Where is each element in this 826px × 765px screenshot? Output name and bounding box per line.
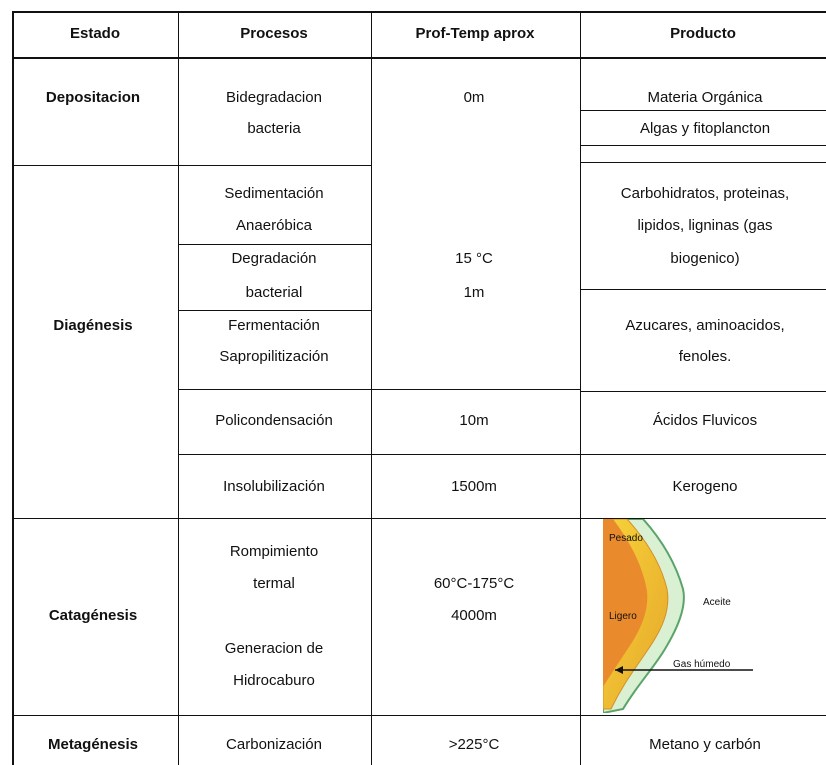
proceso-line: Anaeróbica <box>236 217 312 234</box>
producto-line: Carbohidratos, proteinas, <box>620 185 790 202</box>
col-sep-2 <box>371 11 372 765</box>
prof-value: 15 °C <box>455 250 493 267</box>
proceso-line: Insolubilización <box>223 478 325 495</box>
estado-sep-3 <box>12 715 178 716</box>
prof-value: >225°C <box>448 736 500 753</box>
proceso-line: Bidegradacion <box>226 89 322 106</box>
proc-sep-3 <box>178 310 371 311</box>
prof-value: 1m <box>463 284 485 301</box>
label-pesado: Pesado <box>609 533 643 544</box>
producto-line: Ácidos Fluvicos <box>652 412 758 429</box>
proceso-line: bacterial <box>245 284 303 301</box>
prof-sep-1 <box>371 389 580 390</box>
prod-sep-1 <box>580 110 826 111</box>
prof-value: 60°C-175°C <box>433 575 515 592</box>
estado-sep-2 <box>12 518 178 519</box>
proceso-line: Sedimentación <box>224 185 324 202</box>
prod-sep-3 <box>580 162 826 163</box>
producto-line: Azucares, aminoacidos, <box>625 317 785 334</box>
producto-line: lipidos, ligninas (gas <box>637 217 773 234</box>
header-prof-temp: Prof-Temp aprox <box>415 25 535 42</box>
proceso-line: Carbonización <box>226 736 322 753</box>
header-estado: Estado <box>69 25 121 42</box>
proc-sep-6 <box>178 518 371 519</box>
estado-diagenesis: Diagénesis <box>53 317 133 334</box>
prof-value: 1500m <box>451 478 497 495</box>
header-procesos: Procesos <box>240 25 308 42</box>
proc-sep-7 <box>178 715 371 716</box>
estado-metagenesis: Metagénesis <box>47 736 139 753</box>
proceso-line: Hidrocaburo <box>233 672 315 689</box>
estado-sep-1 <box>12 165 178 166</box>
estado-depositacion: Depositacion <box>45 89 141 106</box>
prof-value: 10m <box>459 412 489 429</box>
producto-line: Kerogeno <box>672 478 738 495</box>
prod-sep-2 <box>580 145 826 146</box>
col-sep-3 <box>580 11 581 765</box>
label-aceite: Aceite <box>703 597 731 608</box>
proc-sep-1 <box>178 165 371 166</box>
proceso-line: Rompimiento <box>229 543 319 560</box>
proceso-line: Fermentación <box>228 317 320 334</box>
proceso-line: Sapropilitización <box>219 348 329 365</box>
producto-line: Metano y carbón <box>649 736 761 753</box>
proceso-line: bacteria <box>247 120 301 137</box>
prod-sep-8 <box>580 715 826 716</box>
proceso-line: Generacion de <box>224 640 324 657</box>
prof-sep-4 <box>371 715 580 716</box>
producto-line: Algas y fitoplancton <box>639 120 771 137</box>
prod-sep-4 <box>580 289 826 290</box>
prof-sep-2 <box>371 454 580 455</box>
proc-sep-5 <box>178 454 371 455</box>
left-border <box>12 11 14 765</box>
prod-sep-5 <box>580 391 826 392</box>
prof-sep-3 <box>371 518 580 519</box>
estado-catagenesis: Catagénesis <box>48 607 138 624</box>
proc-sep-4 <box>178 389 371 390</box>
producto-line: Materia Orgánica <box>647 89 763 106</box>
prod-sep-6 <box>580 454 826 455</box>
proc-sep-2 <box>178 244 371 245</box>
proceso-line: termal <box>253 575 295 592</box>
producto-line: biogenico) <box>670 250 740 267</box>
proceso-line: Degradación <box>231 250 317 267</box>
header-bottom-border <box>12 57 826 59</box>
producto-line: fenoles. <box>678 348 732 365</box>
label-gas-humedo: Gas húmedo <box>673 659 731 670</box>
label-ligero: Ligero <box>609 611 637 622</box>
prof-value: 4000m <box>451 607 497 624</box>
hydrocarbon-window-figure <box>603 519 823 713</box>
header-producto: Producto <box>670 25 736 42</box>
proceso-line: Policondensación <box>215 412 333 429</box>
col-sep-1 <box>178 11 179 765</box>
prof-value: 0m <box>463 89 485 106</box>
top-border <box>12 11 826 13</box>
